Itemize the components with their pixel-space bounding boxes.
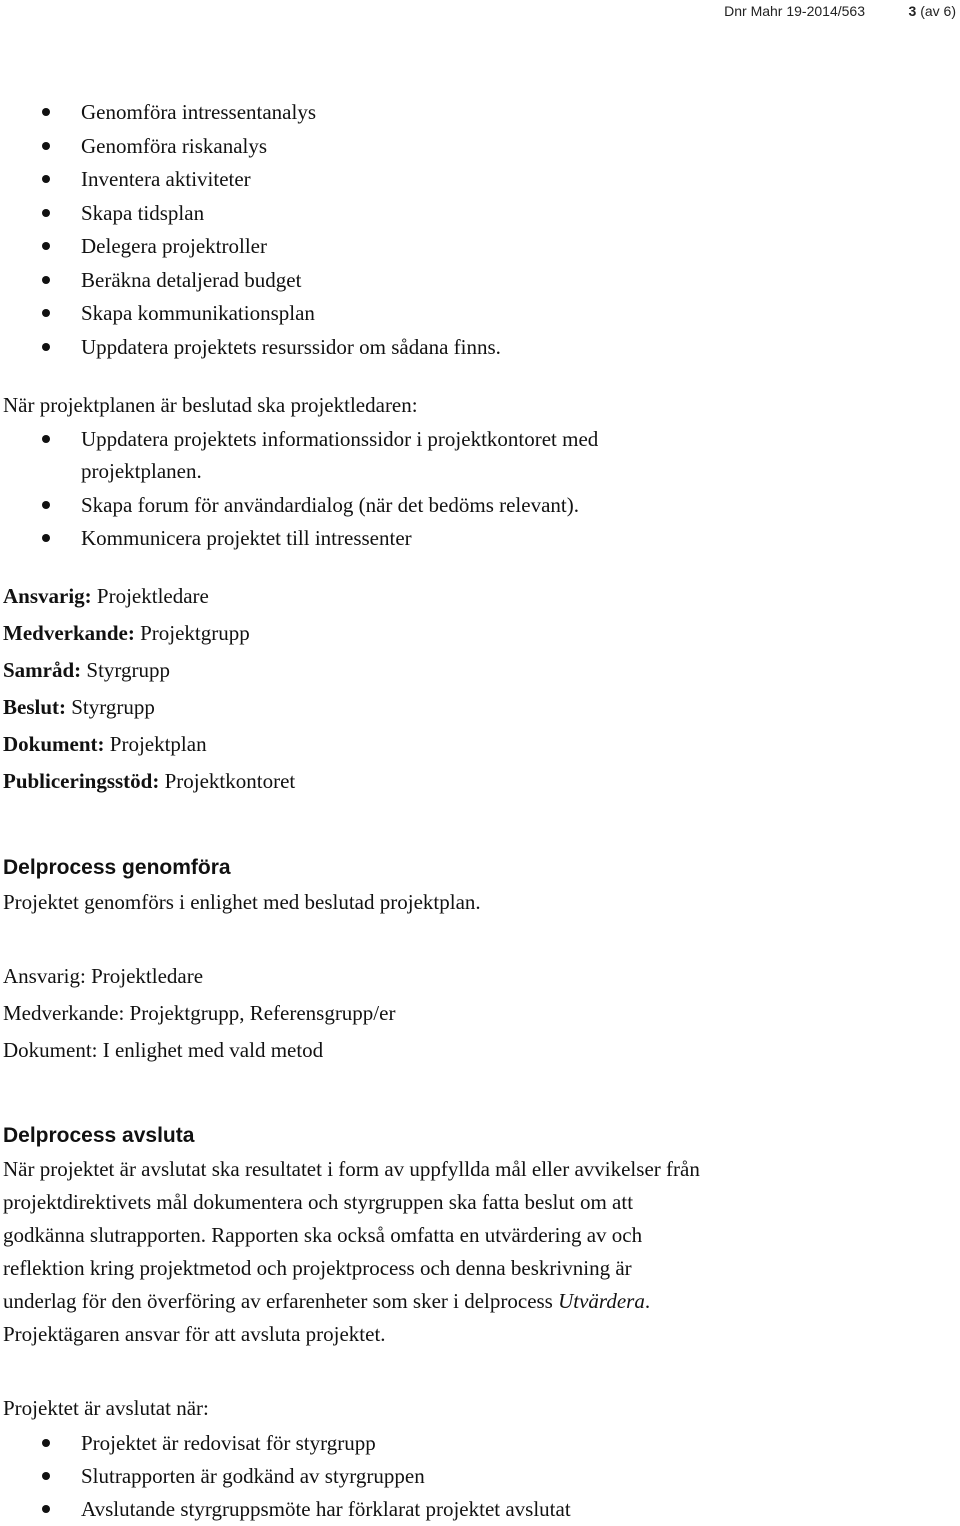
- role-line: Publiceringsstöd: Projektkontoret: [3, 769, 296, 793]
- bullet-icon: [42, 309, 50, 317]
- section-heading: Delprocess avsluta: [3, 1124, 195, 1147]
- document-number: Dnr Mahr 19-2014/563: [724, 3, 865, 19]
- paragraph: Projektet genomförs i enlighet med beslutad projektplan.: [3, 890, 481, 914]
- bullet-icon: [42, 242, 50, 250]
- bullet-icon: [42, 1472, 50, 1480]
- bullet-icon: [42, 209, 50, 217]
- paragraph-line: reflektion kring projektmetod och projektprocess och denna beskrivning är: [3, 1256, 632, 1280]
- bullet-icon: [42, 435, 50, 443]
- paragraph-line: projektdirektivets mål dokumentera och styrgruppen ska fatta beslut om att: [3, 1190, 634, 1214]
- bullet-icon: [42, 175, 50, 183]
- role-line: Samråd: Styrgrupp: [3, 658, 171, 682]
- paragraph: När projektplanen är beslutad ska projektledaren:: [3, 393, 418, 417]
- bullet-icon: [42, 276, 50, 284]
- role-line: Ansvarig: Projektledare: [3, 584, 209, 608]
- page-number: 3: [908, 3, 917, 19]
- section-heading: Delprocess genomföra: [3, 856, 231, 879]
- bullet-icon: [42, 343, 50, 351]
- bullet-icon: [42, 1505, 50, 1513]
- paragraph-line: underlag för den överföring av erfarenheter som sker i delprocess Utvärdera.: [3, 1289, 651, 1313]
- paragraph: Projektet är avslutat när:: [3, 1396, 209, 1420]
- paragraph: [3, 1153, 903, 1351]
- role-line: Ansvarig: Projektledare: [3, 964, 204, 988]
- paragraph-line: godkänna slutrapporten. Rapporten ska också omfatta en utvärdering av och: [3, 1223, 643, 1247]
- bullet-icon: [42, 1439, 50, 1447]
- role-line: Beslut: Styrgrupp: [3, 695, 155, 719]
- bullet-icon: [42, 501, 50, 509]
- paragraph-line: När projektet är avslutat ska resultatet i form av uppfyllda mål eller avvikelser från: [3, 1157, 700, 1181]
- role-line: Dokument: I enlighet med vald metod: [3, 1038, 324, 1062]
- role-line: Medverkande: Projektgrupp: [3, 621, 250, 645]
- page-total: (av 6): [920, 3, 956, 19]
- role-line: Medverkande: Projektgrupp, Referensgrupp/er: [3, 1001, 396, 1025]
- bullet-icon: [42, 142, 50, 150]
- bullet-icon: [42, 534, 50, 542]
- bullet-icon: [42, 108, 50, 116]
- page-indicator: [909, 3, 956, 19]
- emphasis: Utvärdera: [558, 1289, 645, 1313]
- role-line: Dokument: Projektplan: [3, 732, 207, 756]
- paragraph-line: Projektägaren ansvar för att avsluta projektet.: [3, 1322, 386, 1346]
